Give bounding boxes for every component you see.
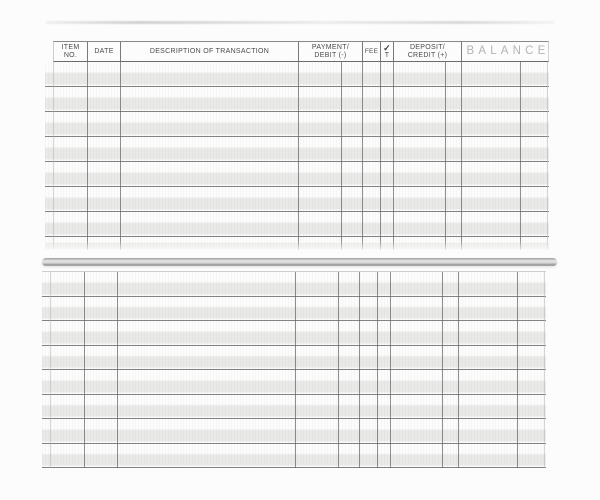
column-divider-line bbox=[298, 62, 299, 250]
column-divider-line bbox=[461, 62, 462, 250]
column-divider-line bbox=[390, 272, 391, 468]
page-edge-fade bbox=[44, 240, 550, 256]
column-divider-line bbox=[458, 272, 459, 468]
column-divider-line bbox=[445, 62, 446, 250]
column-divider-line bbox=[393, 62, 394, 250]
header-item-no bbox=[54, 42, 88, 61]
column-divider-line bbox=[517, 272, 518, 468]
register-top-body bbox=[45, 62, 549, 250]
column-divider-line bbox=[338, 272, 339, 468]
header-item-no-line1: ITEM bbox=[61, 43, 80, 51]
column-divider-line bbox=[544, 272, 545, 468]
scan-streak-artifact bbox=[46, 21, 554, 24]
register-header-row bbox=[53, 41, 549, 62]
column-divider-line bbox=[53, 62, 54, 250]
column-divider-line bbox=[377, 272, 378, 468]
header-check-t bbox=[381, 42, 394, 61]
column-divider-line bbox=[87, 62, 88, 250]
column-divider-line bbox=[117, 272, 118, 468]
column-divider-line bbox=[120, 62, 121, 250]
checkmark-icon: ✓ bbox=[383, 42, 391, 53]
column-divider-line bbox=[341, 62, 342, 250]
header-fee-label: FEE bbox=[364, 47, 379, 55]
column-divider-line bbox=[380, 62, 381, 250]
header-date-label: DATE bbox=[94, 47, 114, 55]
header-fee bbox=[363, 42, 381, 61]
header-description bbox=[121, 42, 299, 61]
header-balance bbox=[462, 42, 550, 61]
header-balance-label: BALANCE bbox=[466, 44, 550, 57]
header-item-no-line2: NO. bbox=[63, 51, 78, 59]
column-divider-line bbox=[84, 272, 85, 468]
column-divider-line bbox=[520, 62, 521, 250]
header-check-t-letter: T bbox=[384, 51, 390, 59]
header-payment-line1: PAYMENT/ bbox=[311, 43, 350, 51]
header-payment-debit bbox=[299, 42, 363, 61]
spiral-binding-bar bbox=[42, 258, 557, 266]
header-deposit-line1: DEPOSIT/ bbox=[409, 43, 446, 51]
column-divider-line bbox=[295, 272, 296, 468]
column-divider-line bbox=[547, 62, 548, 250]
header-date bbox=[88, 42, 121, 61]
register-bottom-body bbox=[42, 271, 546, 468]
header-deposit-credit bbox=[394, 42, 462, 61]
column-divider-line bbox=[362, 62, 363, 250]
header-description-label: DESCRIPTION OF TRANSACTION bbox=[149, 47, 270, 55]
column-divider-line bbox=[442, 272, 443, 468]
header-payment-line2: DEBIT (-) bbox=[314, 51, 347, 59]
column-divider-line bbox=[359, 272, 360, 468]
column-divider-line bbox=[50, 272, 51, 468]
header-deposit-line2: CREDIT (+) bbox=[407, 51, 448, 59]
